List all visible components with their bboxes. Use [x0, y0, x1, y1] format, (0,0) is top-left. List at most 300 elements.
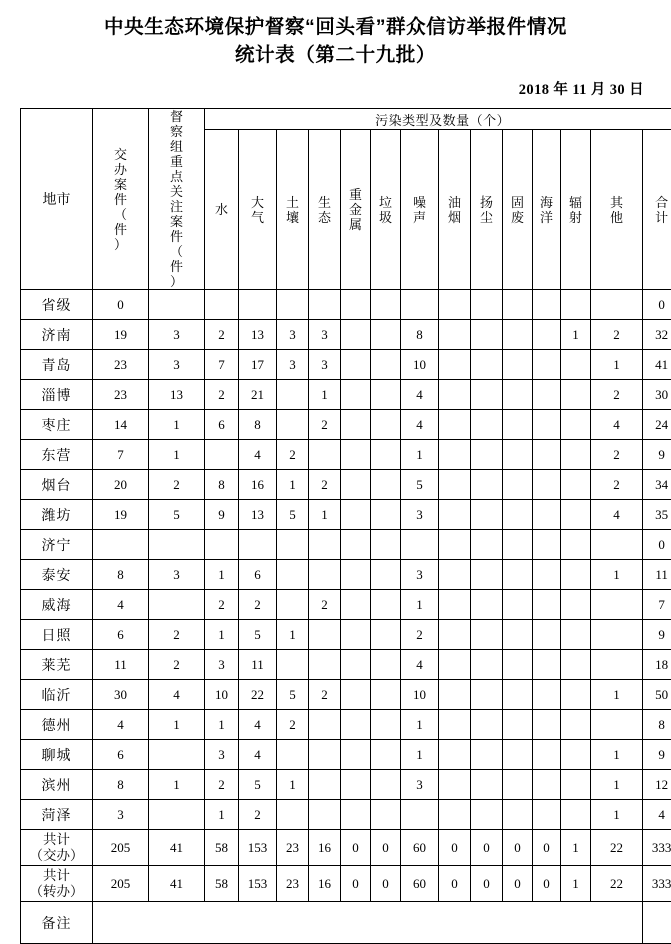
cell-ecology: 2: [309, 680, 341, 710]
row-city-name: 菏泽: [21, 800, 93, 830]
cell-oil-smoke: [439, 470, 471, 500]
cell-soil: [277, 560, 309, 590]
cell-dust: [471, 500, 503, 530]
header-assigned-cases-text: 交 办 案 件 （ 件 ）: [93, 147, 148, 252]
cell-soil: 2: [277, 440, 309, 470]
cell-dust: [471, 740, 503, 770]
cell-key-focus-cases: 2: [149, 650, 205, 680]
cell-heavy-metal: [341, 380, 371, 410]
total-row-label: [21, 866, 93, 902]
cell-other: 2: [591, 320, 643, 350]
header-key-focus-cases-text: 督 察 组 重 点 关 注 案 件 （ 件 ）: [149, 109, 204, 289]
row-city-name: 威海: [21, 590, 93, 620]
cell-solid-waste: [503, 410, 533, 440]
cell-soil: 2: [277, 710, 309, 740]
cell-dust: [471, 620, 503, 650]
cell-total: 34: [643, 470, 671, 500]
header-type-ecology: 生 态: [309, 130, 341, 290]
cell-ocean: [533, 560, 561, 590]
cell-key-focus-cases: 1: [149, 440, 205, 470]
cell-ecology: [309, 800, 341, 830]
cell-radiation: [561, 380, 591, 410]
cell-heavy-metal: [341, 650, 371, 680]
total-cell-water: 58: [205, 866, 239, 902]
table-row: [21, 620, 671, 650]
cell-noise: [401, 290, 439, 320]
cell-ocean: [533, 320, 561, 350]
row-city-name: 枣庄: [21, 410, 93, 440]
table-row: [21, 500, 671, 530]
cell-garbage: [371, 410, 401, 440]
cell-garbage: [371, 740, 401, 770]
cell-noise: 10: [401, 680, 439, 710]
cell-ecology: [309, 650, 341, 680]
total-cell-heavy-metal: 0: [341, 830, 371, 866]
cell-ocean: [533, 380, 561, 410]
cell-heavy-metal: [341, 440, 371, 470]
cell-assigned-cases: 19: [93, 500, 149, 530]
header-type-radiation: 辐 射: [561, 130, 591, 290]
cell-assigned-cases: 3: [93, 800, 149, 830]
table-head: [21, 109, 671, 290]
table-row: [21, 650, 671, 680]
total-row-label-line-2: （交办）: [21, 848, 92, 864]
table-row: [21, 410, 671, 440]
header-type-solid-waste: 固 废: [503, 130, 533, 290]
cell-radiation: [561, 800, 591, 830]
cell-ecology: [309, 290, 341, 320]
cell-ocean: [533, 770, 561, 800]
cell-soil: [277, 410, 309, 440]
cell-ecology: [309, 530, 341, 560]
table-row: [21, 800, 671, 830]
cell-water: 10: [205, 680, 239, 710]
cell-noise: [401, 800, 439, 830]
cell-solid-waste: [503, 680, 533, 710]
cell-key-focus-cases: 2: [149, 620, 205, 650]
total-cell-assigned-cases: 205: [93, 866, 149, 902]
table-row: [21, 440, 671, 470]
row-city-name: 青岛: [21, 350, 93, 380]
header-assigned-cases: [93, 109, 149, 290]
header-type-water: 水: [205, 130, 239, 290]
cell-radiation: [561, 440, 591, 470]
cell-water: 8: [205, 470, 239, 500]
table-row: [21, 680, 671, 710]
header-type-oil-smoke: 油 烟: [439, 130, 471, 290]
cell-soil: 1: [277, 770, 309, 800]
cell-assigned-cases: [93, 530, 149, 560]
cell-water: 9: [205, 500, 239, 530]
cell-total: 24: [643, 410, 671, 440]
cell-heavy-metal: [341, 740, 371, 770]
cell-radiation: [561, 680, 591, 710]
cell-water: 7: [205, 350, 239, 380]
cell-noise: [401, 530, 439, 560]
cell-heavy-metal: [341, 680, 371, 710]
cell-air: 2: [239, 590, 277, 620]
cell-ecology: 3: [309, 350, 341, 380]
cell-ocean: [533, 680, 561, 710]
total-cell-garbage: 0: [371, 830, 401, 866]
total-cell-water: 58: [205, 830, 239, 866]
cell-key-focus-cases: 13: [149, 380, 205, 410]
cell-ocean: [533, 710, 561, 740]
cell-radiation: [561, 560, 591, 590]
cell-total: 41: [643, 350, 671, 380]
cell-ecology: [309, 620, 341, 650]
cell-dust: [471, 800, 503, 830]
cell-air: [239, 290, 277, 320]
cell-assigned-cases: 23: [93, 380, 149, 410]
header-type-heavy-metal: 重 金 属: [341, 130, 371, 290]
cell-oil-smoke: [439, 500, 471, 530]
cell-key-focus-cases: 1: [149, 710, 205, 740]
cell-assigned-cases: 19: [93, 320, 149, 350]
cell-dust: [471, 440, 503, 470]
table-body: [21, 290, 671, 944]
cell-key-focus-cases: 4: [149, 680, 205, 710]
cell-noise: 1: [401, 590, 439, 620]
cell-air: 17: [239, 350, 277, 380]
cell-soil: [277, 290, 309, 320]
cell-key-focus-cases: 5: [149, 500, 205, 530]
cell-total: 50: [643, 680, 671, 710]
total-cell-ecology: 16: [309, 866, 341, 902]
cell-assigned-cases: 20: [93, 470, 149, 500]
cell-oil-smoke: [439, 410, 471, 440]
cell-other: 1: [591, 770, 643, 800]
cell-other: 1: [591, 800, 643, 830]
cell-soil: [277, 530, 309, 560]
cell-heavy-metal: [341, 590, 371, 620]
header-key-focus-cases: [149, 109, 205, 290]
cell-air: 8: [239, 410, 277, 440]
total-cell-solid-waste: 0: [503, 866, 533, 902]
cell-air: 13: [239, 500, 277, 530]
total-row-label: [21, 830, 93, 866]
header-pollution-group: 污染类型及数量（个）: [205, 109, 671, 130]
cell-oil-smoke: [439, 680, 471, 710]
cell-dust: [471, 770, 503, 800]
cell-ocean: [533, 410, 561, 440]
header-type-ocean: 海 洋: [533, 130, 561, 290]
cell-solid-waste: [503, 500, 533, 530]
cell-heavy-metal: [341, 560, 371, 590]
cell-ecology: 2: [309, 410, 341, 440]
cell-water: 2: [205, 380, 239, 410]
table-row: [21, 530, 671, 560]
total-cell-solid-waste: 0: [503, 830, 533, 866]
cell-assigned-cases: 14: [93, 410, 149, 440]
cell-soil: 1: [277, 470, 309, 500]
cell-other: 1: [591, 680, 643, 710]
note-trailing-cell: [643, 902, 671, 944]
cell-radiation: [561, 770, 591, 800]
total-cell-air: 153: [239, 866, 277, 902]
cell-air: 4: [239, 440, 277, 470]
header-total: 合 计: [643, 130, 671, 290]
statistics-table: [20, 108, 671, 944]
cell-dust: [471, 590, 503, 620]
cell-noise: 8: [401, 320, 439, 350]
cell-noise: 3: [401, 500, 439, 530]
cell-garbage: [371, 440, 401, 470]
cell-other: 4: [591, 500, 643, 530]
cell-total: 32: [643, 320, 671, 350]
cell-ocean: [533, 650, 561, 680]
cell-other: 1: [591, 560, 643, 590]
cell-solid-waste: [503, 470, 533, 500]
cell-ocean: [533, 800, 561, 830]
cell-oil-smoke: [439, 800, 471, 830]
cell-ocean: [533, 500, 561, 530]
cell-water: 2: [205, 770, 239, 800]
cell-garbage: [371, 590, 401, 620]
cell-solid-waste: [503, 560, 533, 590]
cell-key-focus-cases: [149, 740, 205, 770]
cell-total: 4: [643, 800, 671, 830]
row-city-name: 日照: [21, 620, 93, 650]
cell-radiation: [561, 500, 591, 530]
cell-garbage: [371, 530, 401, 560]
total-cell-radiation: 1: [561, 866, 591, 902]
cell-assigned-cases: 4: [93, 710, 149, 740]
cell-key-focus-cases: 3: [149, 350, 205, 380]
cell-air: 4: [239, 740, 277, 770]
cell-other: 1: [591, 350, 643, 380]
cell-assigned-cases: 7: [93, 440, 149, 470]
cell-noise: 4: [401, 380, 439, 410]
cell-heavy-metal: [341, 620, 371, 650]
cell-garbage: [371, 620, 401, 650]
cell-total: 0: [643, 290, 671, 320]
table-row: [21, 320, 671, 350]
title-block: [0, 0, 671, 99]
cell-radiation: [561, 740, 591, 770]
table-total-row: [21, 830, 671, 866]
cell-radiation: [561, 590, 591, 620]
cell-assigned-cases: 6: [93, 620, 149, 650]
cell-solid-waste: [503, 770, 533, 800]
cell-dust: [471, 680, 503, 710]
note-label: 备注: [21, 902, 93, 944]
total-cell-radiation: 1: [561, 830, 591, 866]
cell-garbage: [371, 560, 401, 590]
table-row: [21, 350, 671, 380]
cell-ecology: 1: [309, 500, 341, 530]
total-cell-oil-smoke: 0: [439, 830, 471, 866]
cell-oil-smoke: [439, 440, 471, 470]
document-title-line-2: 统计表（第二十九批）: [0, 41, 671, 69]
cell-ocean: [533, 350, 561, 380]
cell-water: 6: [205, 410, 239, 440]
cell-heavy-metal: [341, 800, 371, 830]
cell-air: 4: [239, 710, 277, 740]
cell-air: 16: [239, 470, 277, 500]
cell-water: [205, 290, 239, 320]
cell-key-focus-cases: [149, 590, 205, 620]
cell-garbage: [371, 800, 401, 830]
cell-soil: 5: [277, 680, 309, 710]
cell-garbage: [371, 350, 401, 380]
cell-solid-waste: [503, 440, 533, 470]
cell-garbage: [371, 500, 401, 530]
cell-water: 1: [205, 620, 239, 650]
table-row: [21, 380, 671, 410]
cell-garbage: [371, 710, 401, 740]
table-row: [21, 740, 671, 770]
row-city-name: 临沂: [21, 680, 93, 710]
cell-garbage: [371, 650, 401, 680]
total-cell-garbage: 0: [371, 866, 401, 902]
cell-dust: [471, 380, 503, 410]
total-cell-other: 22: [591, 830, 643, 866]
cell-air: 6: [239, 560, 277, 590]
cell-water: 2: [205, 320, 239, 350]
total-cell-key-focus-cases: 41: [149, 830, 205, 866]
cell-radiation: [561, 650, 591, 680]
total-row-label-line-1: 共计: [21, 832, 92, 848]
cell-heavy-metal: [341, 710, 371, 740]
row-city-name: 淄博: [21, 380, 93, 410]
cell-ecology: [309, 710, 341, 740]
cell-heavy-metal: [341, 290, 371, 320]
header-type-soil: 土 壤: [277, 130, 309, 290]
table-row: [21, 470, 671, 500]
header-type-air: 大 气: [239, 130, 277, 290]
cell-solid-waste: [503, 320, 533, 350]
cell-water: [205, 530, 239, 560]
cell-heavy-metal: [341, 470, 371, 500]
cell-air: 22: [239, 680, 277, 710]
cell-solid-waste: [503, 710, 533, 740]
cell-heavy-metal: [341, 500, 371, 530]
total-row-label-line-1: 共计: [21, 868, 92, 884]
cell-assigned-cases: 23: [93, 350, 149, 380]
cell-ecology: [309, 740, 341, 770]
cell-soil: 5: [277, 500, 309, 530]
total-cell-assigned-cases: 205: [93, 830, 149, 866]
cell-other: 2: [591, 470, 643, 500]
cell-other: [591, 620, 643, 650]
cell-soil: 3: [277, 350, 309, 380]
total-cell-total: 333: [643, 830, 671, 866]
cell-soil: [277, 740, 309, 770]
cell-noise: 3: [401, 560, 439, 590]
cell-noise: 2: [401, 620, 439, 650]
cell-solid-waste: [503, 800, 533, 830]
table-row: [21, 590, 671, 620]
cell-heavy-metal: [341, 410, 371, 440]
cell-noise: 1: [401, 740, 439, 770]
cell-water: 3: [205, 740, 239, 770]
table-row: [21, 770, 671, 800]
cell-oil-smoke: [439, 590, 471, 620]
cell-oil-smoke: [439, 380, 471, 410]
cell-ocean: [533, 440, 561, 470]
cell-dust: [471, 320, 503, 350]
cell-key-focus-cases: [149, 530, 205, 560]
cell-noise: 1: [401, 440, 439, 470]
cell-air: 5: [239, 620, 277, 650]
cell-assigned-cases: 30: [93, 680, 149, 710]
cell-ocean: [533, 740, 561, 770]
cell-solid-waste: [503, 650, 533, 680]
cell-air: 21: [239, 380, 277, 410]
cell-other: [591, 530, 643, 560]
row-city-name: 烟台: [21, 470, 93, 500]
cell-total: 11: [643, 560, 671, 590]
cell-noise: 4: [401, 410, 439, 440]
cell-dust: [471, 410, 503, 440]
header-city: 地市: [21, 109, 93, 290]
total-row-label-line-2: （转办）: [21, 884, 92, 900]
cell-total: 7: [643, 590, 671, 620]
cell-ocean: [533, 590, 561, 620]
cell-other: [591, 590, 643, 620]
cell-key-focus-cases: 2: [149, 470, 205, 500]
total-cell-ecology: 16: [309, 830, 341, 866]
table-row: [21, 290, 671, 320]
header-type-noise: 噪 声: [401, 130, 439, 290]
row-city-name: 聊城: [21, 740, 93, 770]
row-city-name: 德州: [21, 710, 93, 740]
total-cell-other: 22: [591, 866, 643, 902]
cell-noise: 3: [401, 770, 439, 800]
cell-water: 3: [205, 650, 239, 680]
table-row: [21, 710, 671, 740]
cell-total: 35: [643, 500, 671, 530]
cell-ecology: [309, 770, 341, 800]
cell-radiation: [561, 530, 591, 560]
cell-oil-smoke: [439, 560, 471, 590]
total-cell-oil-smoke: 0: [439, 866, 471, 902]
cell-oil-smoke: [439, 650, 471, 680]
table-total-row: [21, 866, 671, 902]
cell-key-focus-cases: 1: [149, 770, 205, 800]
cell-oil-smoke: [439, 710, 471, 740]
cell-key-focus-cases: [149, 290, 205, 320]
cell-total: 9: [643, 740, 671, 770]
cell-soil: [277, 650, 309, 680]
statistics-table-wrapper: [20, 108, 651, 944]
cell-ocean: [533, 470, 561, 500]
cell-assigned-cases: 11: [93, 650, 149, 680]
cell-heavy-metal: [341, 530, 371, 560]
cell-solid-waste: [503, 590, 533, 620]
cell-key-focus-cases: [149, 800, 205, 830]
cell-heavy-metal: [341, 320, 371, 350]
cell-total: 9: [643, 620, 671, 650]
cell-dust: [471, 350, 503, 380]
header-type-dust: 扬 尘: [471, 130, 503, 290]
cell-ecology: 2: [309, 470, 341, 500]
cell-oil-smoke: [439, 620, 471, 650]
cell-oil-smoke: [439, 290, 471, 320]
cell-dust: [471, 530, 503, 560]
row-city-name: 济南: [21, 320, 93, 350]
row-city-name: 东营: [21, 440, 93, 470]
cell-dust: [471, 650, 503, 680]
cell-air: 11: [239, 650, 277, 680]
cell-ecology: [309, 560, 341, 590]
cell-other: [591, 290, 643, 320]
cell-assigned-cases: 8: [93, 770, 149, 800]
cell-noise: 10: [401, 350, 439, 380]
total-cell-ocean: 0: [533, 866, 561, 902]
cell-assigned-cases: 8: [93, 560, 149, 590]
